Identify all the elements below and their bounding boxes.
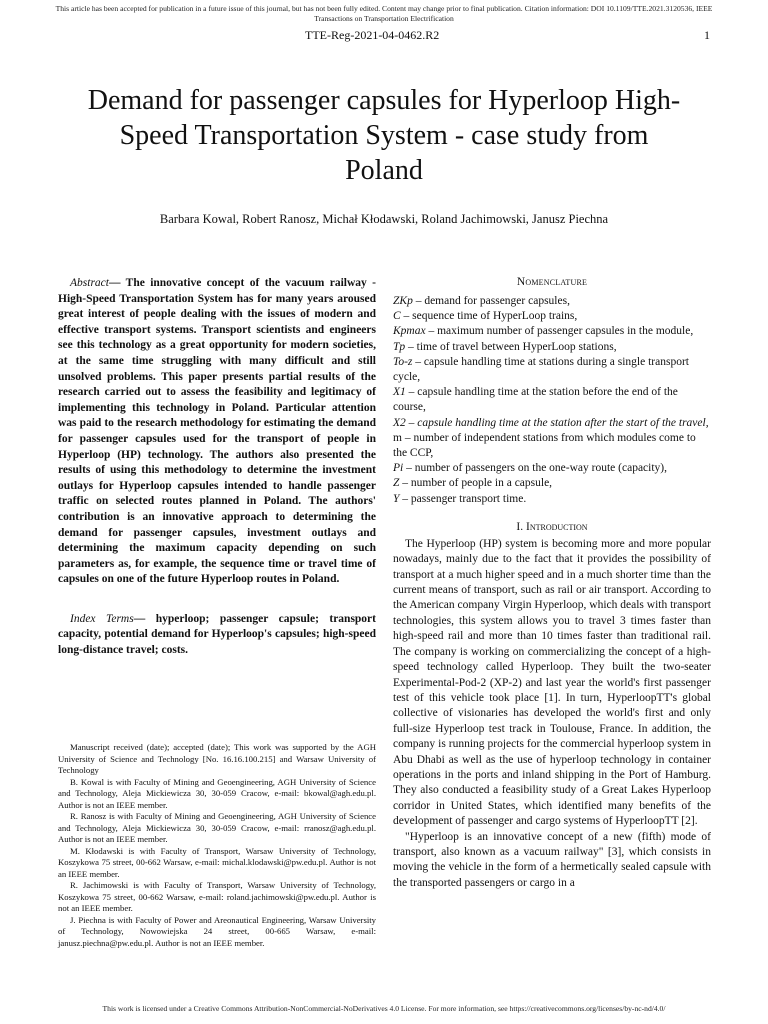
nomenclature-item bbox=[393, 461, 711, 476]
nomenclature-heading: Nomenclature bbox=[516, 276, 588, 288]
nomenclature-symbol: m bbox=[393, 431, 402, 444]
footnote: J. Piechna is with Faculty of Power and Areonautical Engineering, Warsaw University of Technology, Nowowiejska 24 street, 00-665 Warsaw, e-mail: janusz.piechna@pw.edu.pl. Author is not an IEEE member. bbox=[58, 914, 376, 948]
nomenclature-symbol: Tp bbox=[393, 340, 406, 353]
nomenclature-desc: – maximum number of passenger capsules in the module, bbox=[425, 325, 694, 338]
footnote: R. Jachimowski is with Faculty of Transport, Warsaw University of Technology, Koszykowa 75 street, 00-662 Warsaw, e-mail: roland.jachimowski@pw.edu.pl. Author is not an IEEE member. bbox=[58, 880, 376, 913]
nomenclature-item bbox=[393, 324, 711, 339]
nomenclature-symbol: Z bbox=[393, 477, 400, 490]
nomenclature-item bbox=[393, 340, 711, 355]
intro-paragraph: "Hyperloop is an innovative concept of a new (fifth) mode of transport, also known as a vacuum railway" [3], which consists in moving the vehicle in the form of a hermetically sealed capsule with the transported passengers or cargo in a bbox=[393, 830, 711, 889]
abstract bbox=[58, 276, 376, 588]
index-terms-label: Index Terms bbox=[70, 612, 134, 625]
nomenclature-desc: – capsule handling time at the station before the end of the course, bbox=[393, 386, 678, 414]
footnote: R. Ranosz is with Faculty of Mining and Geoengineering, AGH University of Science and Technology, Aleja Mickiewicza 30, 30-059 Cracow, e-mail: rranosz@agh.edu.pl. Author is not an IEEE member. bbox=[58, 811, 376, 844]
intro-paragraph: The Hyperloop (HP) system is becoming more and more popular nowadays, mainly due to the fact that it provides the possibility of transport at a much higher speed and in a much shorter time than the current means of transport, such as rail or air transport. According to the American company Virgin Hyperloop, which deals with transport technologies, this system allows you to travel 3 times faster than high-speed rail and more than 10 times faster than traditional rail. The company is working on commercializing the concept of a high-speed technology called Hyperloop. They built the two-seater Experimental-Pod-2 (XP-2) and last year the world's first passenger test of this vehicle took place [1]. In turn, HyperloopTT's global collective of visionaries has developed the world's first and only full-size Hyperloop test track in Toulouse, France. In addition, the company is running projects for the commercial hyperloop system in Abu Dhabi as well as the use of hyperloop technology in container operations in the ports and inland shipping in the Port of Hamburg. They also conducted a feasibility study of a Great Lakes Hyperloop corridor in United States, which identified many benefits of the development of passenger and cargo systems of HyperloopTT [2]. bbox=[393, 537, 711, 828]
nomenclature-symbol: ZKp bbox=[393, 295, 413, 307]
right-column bbox=[393, 276, 711, 891]
nomenclature-item bbox=[393, 431, 711, 461]
footnote: Manuscript received (date); accepted (date); This work was supported by the AGH University of Science and Technology [No. 16.16.100.215] and Warsaw University of Technology bbox=[58, 742, 376, 775]
author-list: Barbara Kowal, Robert Ranosz, Michał Kłodawski, Roland Jachimowski, Janusz Piechna bbox=[159, 212, 609, 226]
nomenclature-symbol: C bbox=[393, 310, 401, 323]
nomenclature-desc: – number of people in a capsule, bbox=[399, 477, 553, 490]
nomenclature-item bbox=[393, 309, 711, 324]
nomenclature-desc: – sequence time of HyperLoop trains, bbox=[400, 310, 578, 323]
nomenclature-item bbox=[393, 385, 711, 415]
journal-id: TTE-Reg-2021-04-0462.R2 bbox=[305, 28, 440, 42]
nomenclature-item bbox=[393, 416, 711, 431]
license-footer: This work is licensed under a Creative Commons Attribution-NonCommercial-NoDerivatives 4.0 License. For more information, see https://creativecommons.org/licenses/by-nc-nd/4.0/ bbox=[102, 1004, 666, 1013]
nomenclature-item bbox=[393, 294, 711, 309]
nomenclature-symbol: Y bbox=[393, 492, 400, 505]
nomenclature-list bbox=[393, 294, 711, 507]
footnote: B. Kowal is with Faculty of Mining and Geoengineering, AGH University of Science and Technology, Aleja Mickiewicza 30, 30-059 Cracow, e-mail: bkowal@agh.edu.pl. Author is not an IEEE member. bbox=[58, 776, 376, 810]
nomenclature-item bbox=[393, 492, 711, 507]
nomenclature-desc: – capsule handling time at the station after the start of the travel, bbox=[405, 416, 709, 429]
publication-notice bbox=[0, 4, 768, 23]
nomenclature-desc: – number of passengers on the one-way route (capacity), bbox=[403, 462, 667, 475]
nomenclature-desc: – time of travel between HyperLoop stations, bbox=[405, 340, 617, 353]
introduction-heading: I. Introduction bbox=[516, 520, 588, 533]
nomenclature-symbol: Pi bbox=[393, 462, 404, 475]
nomenclature-item bbox=[393, 476, 711, 491]
notice-line-1: This article has been accepted for publication in a future issue of this journal, but has not been fully edited. Content may change prior to final publication. Citation information: DOI 10.1109/TTE.2021.3120536, IEEE bbox=[55, 4, 713, 13]
footnotes bbox=[58, 742, 376, 949]
nomenclature-item bbox=[393, 355, 711, 385]
nomenclature-desc: – passenger transport time. bbox=[399, 492, 527, 505]
footnote: M. Kłodawski is with Faculty of Transport, Warsaw University of Technology, Koszykowa 75 street, 00-662 Warsaw, e-mail: michal.klodawski@pw.edu.pl. Author is not an IEEE member. bbox=[58, 845, 376, 879]
abstract-label: Abstract bbox=[70, 277, 109, 289]
paper-title: Demand for passenger capsules for Hyperloop High-Speed Transportation System - case study from Poland bbox=[87, 85, 681, 186]
notice-line-2: Transactions on Transportation Electrification bbox=[314, 13, 454, 23]
abstract-text: — The innovative concept of the vacuum railway - High-Speed Transportation System has for many years aroused great interest of people dealing with the issues of modern and effective transport systems. Transport scientists and engineers see this technology as a great opportunity for modern societies, at the same time struggling with many difficult and still unsolved problems. This paper presents partial results of the research carried out to assess the feasibility and legitimacy of implementing this technology in Poland. Particular attention was paid to the research methodology for estimating the demand for passenger capsules used for the transport of people in Hyperloop (HP) technology. The authors also presented the results of using this methodology to determine the investment outlays for Hyperloop capsules intended to handle passenger traffic on selected routes planned in Poland. The authors' contribution is an innovative approach to determining the demand for passenger capsules, investment outlays and determining the maximum capacity depending on such parameters as, for example, the sequence time or travel time of capsules on one of the future Hyperloop routes in Poland. bbox=[58, 277, 376, 586]
index-terms-text: — hyperloop; passenger capsule; transport capacity, potential demand for Hyperloop's capsules; high-speed long-distance travel; costs. bbox=[58, 612, 376, 657]
nomenclature-symbol: X1 bbox=[393, 386, 406, 399]
nomenclature-desc: – number of independent stations from which modules come to the CCP, bbox=[393, 431, 696, 460]
left-column bbox=[58, 276, 376, 659]
nomenclature-symbol: To-z bbox=[393, 355, 413, 368]
nomenclature-symbol: X2 bbox=[393, 416, 406, 429]
nomenclature-symbol: Kpmax bbox=[393, 325, 426, 338]
nomenclature-desc: – capsule handling time at stations during a single transport cycle, bbox=[393, 355, 689, 384]
index-terms bbox=[58, 612, 376, 659]
page-number: 1 bbox=[704, 28, 710, 42]
nomenclature-desc: – demand for passenger capsules, bbox=[412, 295, 570, 307]
